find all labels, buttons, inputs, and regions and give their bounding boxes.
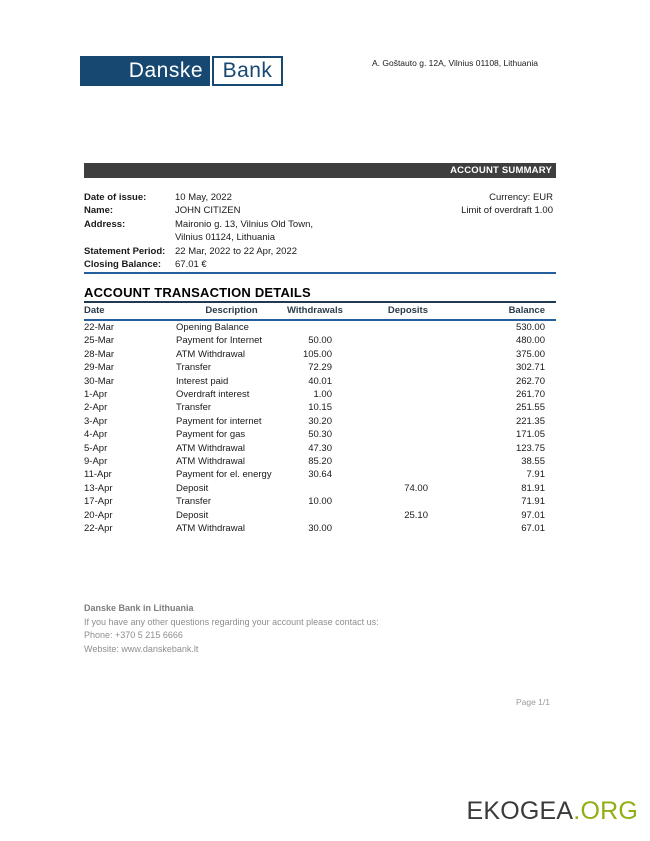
cell-withdrawals: 1.00 [313, 389, 332, 401]
cell-withdrawals: 30.20 [308, 415, 332, 427]
table-row [84, 522, 556, 535]
summary-field-value: Maironio g. 13, Vilnius Old Town, [175, 218, 314, 230]
table-row [84, 401, 556, 414]
cell-balance: 97.01 [521, 509, 545, 521]
table-row [84, 361, 556, 374]
cell-description: ATM Withdrawal [176, 348, 245, 360]
table-row [84, 442, 556, 455]
summary-field-label: Name: [84, 205, 114, 217]
cell-description: Deposit [176, 482, 209, 494]
cell-deposits [342, 415, 438, 428]
cell-withdrawals: 30.64 [308, 469, 332, 481]
cell-balance: 171.05 [515, 429, 545, 441]
cell-date: 11-Apr [84, 469, 112, 481]
summary-field-label: Address: [84, 218, 126, 230]
cell-deposits [342, 388, 438, 401]
footer [84, 602, 379, 656]
cell-date: 28-Mar [84, 348, 115, 360]
table-row [84, 482, 556, 495]
cell-deposits [342, 320, 438, 334]
column-header-date: Date [84, 302, 176, 320]
cell-withdrawals [287, 509, 342, 522]
cell-date: 4-Apr [84, 429, 108, 441]
table-row [84, 320, 556, 334]
currency-label: Currency: EUR [489, 192, 553, 203]
transactions-table [84, 301, 556, 536]
table-row [84, 375, 556, 388]
cell-withdrawals: 50.00 [308, 335, 332, 347]
cell-date: 5-Apr [84, 442, 108, 454]
cell-date: 2-Apr [84, 402, 108, 414]
account-summary-header: ACCOUNT SUMMARY [84, 163, 556, 178]
cell-description: ATM Withdrawal [176, 523, 245, 535]
summary-field-label [84, 231, 175, 244]
summary-field-label: Date of issue: [84, 192, 147, 203]
cell-balance: 302.71 [515, 362, 545, 374]
watermark-tld: .ORG [573, 797, 638, 825]
header-row [84, 302, 556, 320]
cell-balance: 262.70 [515, 375, 545, 387]
cell-withdrawals: 10.00 [308, 496, 332, 508]
cell-description: ATM Withdrawal [176, 442, 245, 454]
cell-withdrawals [287, 320, 342, 334]
cell-description: Interest paid [176, 375, 229, 387]
table-row [84, 495, 556, 508]
cell-description: Payment for internet [176, 415, 262, 427]
cell-description: ATM Withdrawal [176, 456, 245, 468]
summary-field-value: 67.01 € [175, 259, 207, 271]
cell-date: 1-Apr [84, 389, 108, 401]
cell-date: 22-Mar [84, 322, 115, 333]
cell-description: Transfer [176, 362, 212, 374]
column-header-balance: Balance [438, 302, 556, 320]
cell-withdrawals: 72.29 [308, 362, 332, 374]
summary-row [84, 258, 414, 271]
cell-date: 30-Mar [84, 375, 115, 387]
cell-description: Payment for Internet [176, 335, 263, 347]
cell-deposits [342, 334, 438, 347]
summary-field-label: Closing Balance: [84, 259, 162, 271]
cell-description: Payment for el. energy [176, 469, 272, 481]
summary-divider [84, 272, 556, 274]
cell-balance: 530.00 [515, 322, 545, 333]
summary-row [84, 218, 414, 231]
footer-phone: Phone: +370 5 215 6666 [84, 630, 183, 641]
cell-withdrawals: 105.00 [302, 348, 332, 360]
bank-address: A. Goštauto g. 12A, Vilnius 01108, Lithuania [371, 58, 538, 68]
footer-website: Website: www.danskebank.lt [84, 643, 199, 654]
cell-deposits: 74.00 [404, 482, 428, 494]
cell-balance: 251.55 [515, 402, 545, 414]
summary-field-value: 10 May, 2022 [175, 192, 232, 203]
cell-balance: 71.91 [521, 496, 545, 508]
cell-withdrawals: 85.20 [308, 456, 332, 468]
cell-date: 17-Apr [84, 496, 113, 508]
column-header-description: Description [176, 302, 287, 320]
logo-bank-box: Bank [212, 56, 283, 86]
summary-row [84, 245, 414, 258]
cell-balance: 123.75 [515, 442, 545, 454]
cell-balance: 81.91 [521, 482, 545, 494]
cell-withdrawals: 30.00 [308, 523, 332, 535]
cell-date: 20-Apr [84, 509, 113, 521]
transactions-table-head [84, 302, 556, 320]
table-row [84, 509, 556, 522]
ekogea-watermark [467, 797, 639, 826]
cell-description: Overdraft interest [176, 389, 250, 401]
table-row [84, 415, 556, 428]
cell-description: Deposit [176, 509, 209, 521]
cell-deposits [342, 468, 438, 481]
cell-balance: 38.55 [521, 456, 545, 468]
summary-row [84, 231, 414, 244]
cell-withdrawals: 40.01 [308, 375, 332, 387]
danske-bank-logo [80, 56, 283, 86]
cell-deposits [342, 455, 438, 468]
cell-deposits [342, 375, 438, 388]
cell-balance: 261.70 [515, 389, 545, 401]
cell-description: Transfer [176, 402, 212, 414]
logo-danske-box: Danske [80, 56, 210, 86]
watermark-name: EKOGEA [466, 797, 574, 825]
cell-balance: 67.01 [521, 523, 545, 535]
cell-description: Opening Balance [176, 322, 249, 333]
summary-field-value: JOHN CITIZEN [175, 205, 241, 217]
column-header-withdrawals: Withdrawals [287, 302, 342, 320]
cell-date: 9-Apr [84, 456, 108, 468]
cell-deposits [342, 442, 438, 455]
table-row [84, 455, 556, 468]
cell-withdrawals [287, 482, 342, 495]
cell-deposits [342, 428, 438, 441]
cell-deposits [342, 495, 438, 508]
overdraft-limit-label: Limit of overdraft 1.00 [461, 205, 553, 217]
cell-description: Transfer [176, 496, 212, 508]
table-row [84, 388, 556, 401]
cell-deposits [342, 401, 438, 414]
table-row [84, 348, 556, 361]
transactions-title: ACCOUNT TRANSACTION DETAILS [84, 285, 311, 300]
summary-field-label: Statement Period: [84, 245, 166, 257]
page-number: Page 1/1 [515, 697, 550, 707]
cell-deposits: 25.10 [404, 509, 428, 521]
table-row [84, 468, 556, 481]
cell-deposits [342, 361, 438, 374]
cell-date: 3-Apr [84, 415, 108, 427]
cell-withdrawals: 10.15 [308, 402, 332, 414]
cell-date: 13-Apr [84, 482, 113, 494]
cell-withdrawals: 50.30 [308, 429, 332, 441]
footer-heading: Danske Bank in Lithuania [84, 603, 194, 613]
cell-balance: 480.00 [515, 335, 545, 347]
cell-date: 29-Mar [84, 362, 115, 374]
cell-deposits [342, 348, 438, 361]
cell-date: 25-Mar [84, 335, 115, 347]
footer-contact-line: If you have any other questions regarding your account please contact us: [84, 616, 379, 627]
cell-balance: 375.00 [515, 348, 545, 360]
summary-field-value: Vilnius 01124, Lithuania [175, 232, 276, 244]
cell-balance: 221.35 [515, 415, 545, 427]
table-row [84, 334, 556, 347]
cell-deposits [342, 522, 438, 535]
cell-date: 22-Apr [84, 523, 113, 535]
cell-withdrawals: 47.30 [308, 442, 332, 454]
summary-right-column [300, 191, 553, 218]
column-header-deposits: Deposits [342, 302, 438, 320]
transactions-body [84, 320, 556, 536]
cell-balance: 7.91 [526, 469, 545, 481]
summary-field-value: 22 Mar, 2022 to 22 Apr, 2022 [175, 245, 298, 257]
table-row [84, 428, 556, 441]
cell-description: Payment for gas [176, 429, 246, 441]
